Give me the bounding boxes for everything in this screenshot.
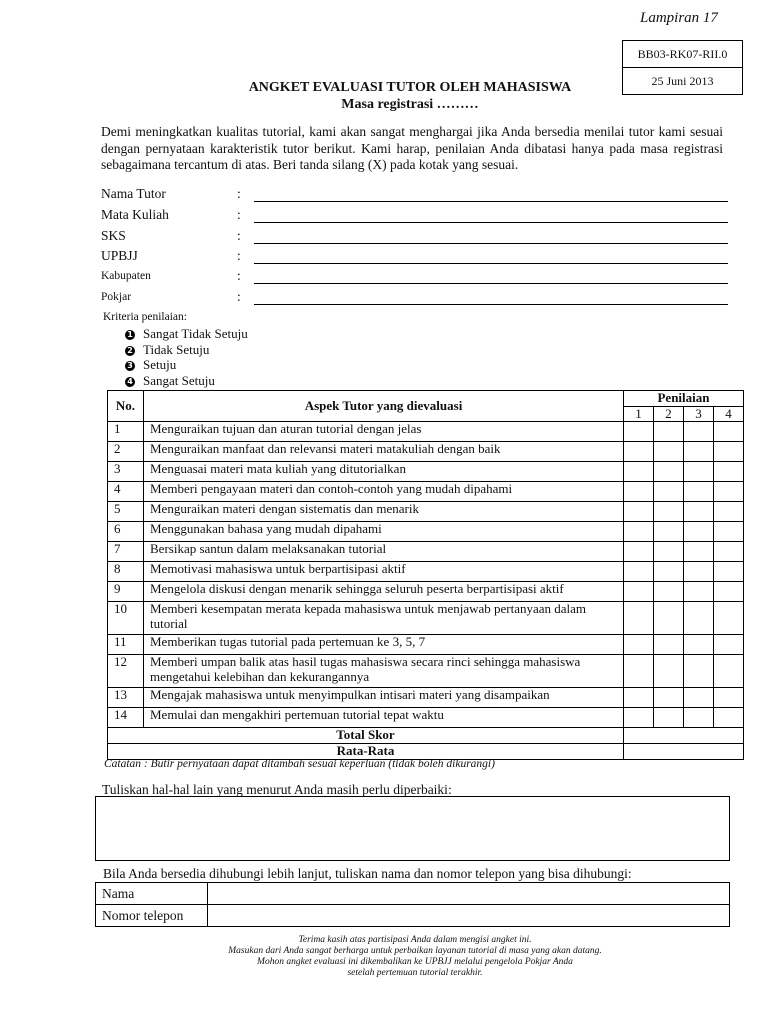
table-row	[108, 442, 744, 462]
footer-line: Terima kasih atas partisipasi Anda dalam mengisi angket ini.	[298, 935, 532, 945]
score-cell-1[interactable]	[624, 582, 654, 602]
table-row	[108, 602, 744, 635]
score-cell-4[interactable]	[714, 462, 744, 482]
average-label: Rata-Rata	[108, 744, 624, 760]
contact-label-phone: Nomor telepon	[96, 905, 208, 927]
score-cell-4[interactable]	[714, 688, 744, 708]
column-header-no: No.	[108, 391, 144, 422]
row-number: 12	[108, 655, 144, 688]
field-label: Nama Tutor	[101, 186, 166, 201]
table-row	[108, 502, 744, 522]
field-input-line[interactable]	[254, 263, 728, 264]
score-cell-2[interactable]	[654, 542, 684, 562]
criteria-item	[125, 342, 209, 358]
score-header: 2	[654, 406, 684, 422]
footer-note	[120, 935, 710, 979]
score-cell-1[interactable]	[624, 688, 654, 708]
score-header: 1	[624, 406, 654, 422]
page-title: ANGKET EVALUASI TUTOR OLEH MAHASISWA	[248, 80, 572, 95]
field-label: Pokjar	[101, 291, 132, 303]
score-cell-1[interactable]	[624, 708, 654, 728]
total-score-row	[108, 728, 744, 744]
row-number: 5	[108, 502, 144, 522]
row-number: 4	[108, 482, 144, 502]
contact-input-phone[interactable]	[208, 905, 730, 927]
table-row	[108, 635, 744, 655]
score-cell-3[interactable]	[684, 502, 714, 522]
score-cell-2[interactable]	[654, 708, 684, 728]
score-cell-3[interactable]	[684, 708, 714, 728]
score-cell-4[interactable]	[714, 582, 744, 602]
row-number: 11	[108, 635, 144, 655]
score-cell-3[interactable]	[684, 482, 714, 502]
intro-paragraph: Demi meningkatkan kualitas tutorial, kami akan sangat menghargai jika Anda bersedia menilai tutor kami sesuai dengan pernyataan karakteristik tutor berikut. Kami harap, penilaian Anda dibatasi hanya pada masa registrasi sebagaimana tercantum di atas. Beri tanda silang (X) pada kotak yang sesuai.	[101, 124, 723, 172]
page-title-block	[160, 79, 660, 113]
score-cell-4[interactable]	[714, 522, 744, 542]
score-cell-3[interactable]	[684, 602, 714, 635]
score-cell-3[interactable]	[684, 542, 714, 562]
row-aspect: Menguasai materi mata kuliah yang ditutorialkan	[144, 462, 624, 482]
note-text: Catatan : Butir pernyataan dapat ditambah sesuai keperluan (tidak boleh dikurangi)	[104, 758, 495, 770]
score-cell-2[interactable]	[654, 688, 684, 708]
score-cell-3[interactable]	[684, 422, 714, 442]
total-score-label: Total Skor	[108, 728, 624, 744]
field-input-line[interactable]	[254, 201, 728, 202]
table-row	[108, 688, 744, 708]
row-aspect: Mengajak mahasiswa untuk menyimpulkan intisari materi yang disampaikan	[144, 688, 624, 708]
row-aspect: Memberi kesempatan merata kepada mahasiswa untuk menjawab pertanyaan dalam tutorial	[144, 602, 624, 635]
appendix-label: Lampiran 17	[640, 10, 718, 26]
row-aspect: Memotivasi mahasiswa untuk berpartisipasi aktif	[144, 562, 624, 582]
score-header: 3	[684, 406, 714, 422]
table-row	[108, 522, 744, 542]
criteria-item	[125, 326, 248, 342]
score-cell-1[interactable]	[624, 482, 654, 502]
field-input-line[interactable]	[254, 304, 728, 305]
score-cell-3[interactable]	[684, 462, 714, 482]
column-header-rating: Penilaian	[624, 391, 744, 407]
score-cell-4[interactable]	[714, 502, 744, 522]
row-number: 8	[108, 562, 144, 582]
footer-line: Mohon angket evaluasi ini dikembalikan ke UPBJJ melalui pengelola Pokjar Anda	[257, 957, 573, 967]
criteria-label: Setuju	[143, 357, 177, 372]
score-cell-2[interactable]	[654, 655, 684, 688]
score-cell-1[interactable]	[624, 542, 654, 562]
row-aspect: Memberikan tugas tutorial pada pertemuan ke 3, 5, 7	[144, 635, 624, 655]
score-cell-1[interactable]	[624, 422, 654, 442]
row-number: 13	[108, 688, 144, 708]
table-row	[108, 708, 744, 728]
row-number: 1	[108, 422, 144, 442]
score-header: 4	[714, 406, 744, 422]
field-upbjj[interactable]	[101, 246, 728, 266]
score-cell-4[interactable]	[714, 542, 744, 562]
row-aspect: Menguraikan materi dengan sistematis dan menarik	[144, 502, 624, 522]
score-cell-2[interactable]	[654, 582, 684, 602]
row-number: 2	[108, 442, 144, 462]
score-cell-1[interactable]	[624, 562, 654, 582]
average-cell[interactable]	[624, 744, 744, 760]
score-cell-4[interactable]	[714, 655, 744, 688]
table-row	[108, 582, 744, 602]
contact-row-phone	[96, 905, 730, 927]
contact-table	[95, 882, 730, 927]
table-row	[108, 462, 744, 482]
score-cell-4[interactable]	[714, 708, 744, 728]
row-number: 9	[108, 582, 144, 602]
score-cell-3[interactable]	[684, 442, 714, 462]
row-aspect: Menggunakan bahasa yang mudah dipahami	[144, 522, 624, 542]
score-cell-2[interactable]	[654, 482, 684, 502]
criteria-label: Tidak Setuju	[143, 342, 210, 357]
score-cell-1[interactable]	[624, 635, 654, 655]
row-number: 14	[108, 708, 144, 728]
contact-label-name: Nama	[96, 883, 208, 905]
criteria-label: Sangat Setuju	[143, 373, 215, 388]
score-cell-4[interactable]	[714, 562, 744, 582]
score-cell-2[interactable]	[654, 502, 684, 522]
contact-input-name[interactable]	[208, 883, 730, 905]
contact-prompt: Bila Anda bersedia dihubungi lebih lanjut, tuliskan nama dan nomor telepon yang bisa dihubungi:	[103, 866, 632, 881]
table-header-row	[108, 391, 744, 407]
row-aspect: Menguraikan manfaat dan relevansi materi matakuliah dengan baik	[144, 442, 624, 462]
criteria-title: Kriteria penilaian:	[103, 311, 187, 323]
score-cell-2[interactable]	[654, 422, 684, 442]
score-cell-3[interactable]	[684, 635, 714, 655]
score-cell-4[interactable]	[714, 422, 744, 442]
improvement-prompt: Tuliskan hal-hal lain yang menurut Anda masih perlu diperbaiki:	[102, 782, 452, 797]
row-aspect: Memberi pengayaan materi dan contoh-contoh yang mudah dipahami	[144, 482, 624, 502]
criteria-label: Sangat Tidak Setuju	[143, 326, 248, 341]
row-number: 6	[108, 522, 144, 542]
field-mata-kuliah[interactable]	[101, 205, 728, 225]
number-4-icon: 4	[125, 377, 135, 387]
score-cell-3[interactable]	[684, 582, 714, 602]
score-cell-1[interactable]	[624, 655, 654, 688]
field-colon: :	[237, 289, 241, 304]
table-body	[108, 422, 744, 760]
field-kabupaten[interactable]	[101, 266, 728, 286]
row-aspect: Memberi umpan balik atas hasil tugas mahasiswa secara rinci sehingga mahasiswa mengetahui kelebihan dan kekurangannya	[144, 655, 624, 688]
score-cell-1[interactable]	[624, 502, 654, 522]
field-colon: :	[237, 268, 241, 283]
document-code: BB03-RK07-RII.0	[637, 47, 728, 61]
row-aspect: Bersikap santun dalam melaksanakan tutorial	[144, 542, 624, 562]
score-cell-2[interactable]	[654, 602, 684, 635]
field-colon: :	[237, 207, 241, 222]
score-cell-4[interactable]	[714, 602, 744, 635]
score-cell-2[interactable]	[654, 462, 684, 482]
score-cell-4[interactable]	[714, 482, 744, 502]
number-1-icon: 1	[125, 330, 135, 340]
footer-line: Masukan dari Anda sangat berharga untuk perbaikan layanan tutorial di masa yang akan datang.	[228, 946, 602, 956]
number-3-icon: 3	[125, 361, 135, 371]
page-subtitle: Masa registrasi ………	[341, 97, 479, 112]
score-cell-3[interactable]	[684, 562, 714, 582]
field-colon: :	[237, 248, 241, 263]
row-aspect: Menguraikan tujuan dan aturan tutorial dengan jelas	[144, 422, 624, 442]
field-input-line[interactable]	[254, 222, 728, 223]
score-cell-3[interactable]	[684, 655, 714, 688]
table-row	[108, 422, 744, 442]
column-header-aspect: Aspek Tutor yang dievaluasi	[144, 391, 624, 422]
field-pokjar[interactable]	[101, 287, 728, 307]
field-label: Mata Kuliah	[101, 207, 169, 222]
row-number: 3	[108, 462, 144, 482]
field-label: SKS	[101, 228, 126, 243]
criteria-item	[125, 357, 176, 373]
field-sks[interactable]	[101, 226, 728, 246]
footer-line: setelah pertemuan tutorial terakhir.	[347, 968, 483, 978]
field-input-line[interactable]	[254, 283, 728, 284]
row-number: 7	[108, 542, 144, 562]
row-number: 10	[108, 602, 144, 635]
score-cell-1[interactable]	[624, 522, 654, 542]
number-2-icon: 2	[125, 346, 135, 356]
score-cell-2[interactable]	[654, 522, 684, 542]
field-colon: :	[237, 228, 241, 243]
evaluation-table	[107, 390, 744, 760]
score-cell-1[interactable]	[624, 462, 654, 482]
contact-row-name	[96, 883, 730, 905]
table-row	[108, 482, 744, 502]
row-aspect: Mengelola diskusi dengan menarik sehingga seluruh peserta berpartisipasi aktif	[144, 582, 624, 602]
table-row	[108, 655, 744, 688]
row-aspect: Memulai dan mengakhiri pertemuan tutorial tepat waktu	[144, 708, 624, 728]
score-cell-2[interactable]	[654, 442, 684, 462]
score-cell-4[interactable]	[714, 635, 744, 655]
table-row	[108, 542, 744, 562]
score-cell-4[interactable]	[714, 442, 744, 462]
field-input-line[interactable]	[254, 243, 728, 244]
improvement-textbox[interactable]	[95, 796, 730, 861]
score-cell-3[interactable]	[684, 688, 714, 708]
score-cell-1[interactable]	[624, 602, 654, 635]
score-cell-3[interactable]	[684, 522, 714, 542]
total-score-cell[interactable]	[624, 728, 744, 744]
field-colon: :	[237, 186, 241, 201]
field-label: UPBJJ	[101, 248, 138, 263]
score-cell-2[interactable]	[654, 635, 684, 655]
field-nama-tutor[interactable]	[101, 184, 728, 204]
field-label: Kabupaten	[101, 270, 151, 282]
criteria-item	[125, 373, 215, 389]
table-row	[108, 562, 744, 582]
score-cell-1[interactable]	[624, 442, 654, 462]
document-date: 25 Juni 2013	[623, 67, 742, 94]
score-cell-2[interactable]	[654, 562, 684, 582]
